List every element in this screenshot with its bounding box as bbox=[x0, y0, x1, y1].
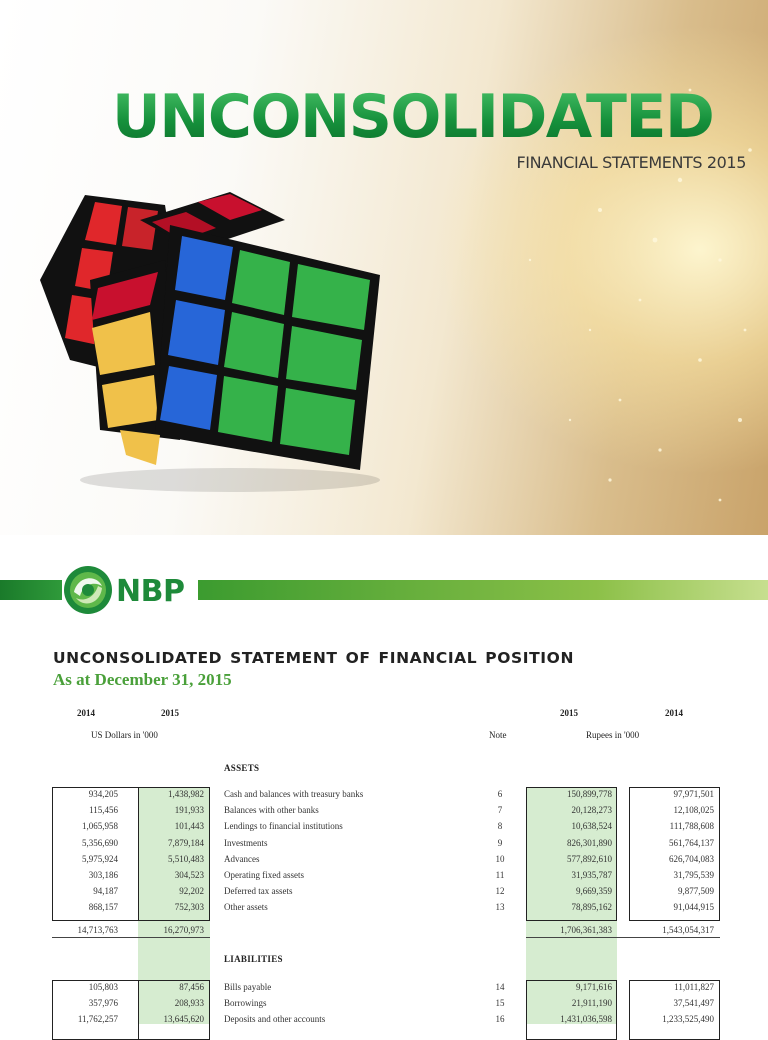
row-note: 13 bbox=[495, 902, 505, 913]
cell-us-2014: 934,205 bbox=[88, 789, 118, 799]
cell-us-2015: 13,645,620 bbox=[163, 1014, 204, 1025]
row-label: Advances bbox=[224, 853, 260, 864]
cell-us-2014: 5,356,690 bbox=[82, 837, 118, 848]
row-note: 12 bbox=[495, 886, 505, 897]
cell-us-2015: 191,933 bbox=[174, 805, 204, 816]
header-us-2014: 2014 bbox=[77, 708, 95, 718]
row-note: 8 bbox=[497, 821, 503, 832]
header-us-unit: US Dollars in '000 bbox=[91, 730, 158, 740]
assets-total-us-2014: 14,713,763 bbox=[77, 925, 118, 935]
row-note: 14 bbox=[495, 982, 505, 992]
brand-stripe-left bbox=[0, 580, 62, 600]
cell-us-2014: 868,157 bbox=[88, 902, 118, 913]
cover-subtitle: FINANCIAL STATEMENTS 2015 bbox=[516, 153, 746, 172]
cell-us-2014: 115,456 bbox=[89, 805, 118, 816]
header-us-2015: 2015 bbox=[161, 708, 179, 718]
cell-rs-2015: 21,911,190 bbox=[571, 998, 612, 1009]
cell-rs-2014: 11,011,827 bbox=[674, 982, 714, 992]
cell-us-2014: 5,975,924 bbox=[82, 853, 118, 864]
cell-us-2014: 1,065,958 bbox=[82, 821, 118, 832]
cover-title: UNCONSOLIDATED bbox=[112, 82, 714, 152]
assets-total-rs-2015: 1,706,361,383 bbox=[560, 925, 612, 935]
assets-total-rs-2014: 1,543,054,317 bbox=[662, 925, 714, 935]
nbp-logo bbox=[62, 562, 198, 618]
row-label: Other assets bbox=[224, 902, 268, 913]
cell-us-2015: 752,303 bbox=[174, 902, 204, 913]
cell-rs-2015: 78,895,162 bbox=[571, 902, 612, 913]
assets-total-us-2015: 16,270,973 bbox=[163, 925, 204, 935]
nbp-emblem-icon bbox=[62, 562, 118, 618]
cell-rs-2014: 9,877,509 bbox=[678, 886, 714, 897]
cell-rs-2014: 37,541,497 bbox=[673, 998, 714, 1009]
cell-rs-2014: 31,795,539 bbox=[673, 870, 714, 880]
row-note: 15 bbox=[495, 998, 505, 1009]
row-note: 11 bbox=[495, 870, 505, 880]
cell-rs-2015: 20,128,273 bbox=[571, 805, 612, 816]
logo-wordmark: NBP bbox=[116, 574, 185, 609]
row-note: 16 bbox=[495, 1014, 505, 1025]
row-label: Deferred tax assets bbox=[224, 886, 293, 897]
header-rs-unit: Rupees in '000 bbox=[586, 730, 640, 740]
cell-rs-2015: 9,171,616 bbox=[576, 982, 612, 992]
liabilities-heading: LIABILITIES bbox=[224, 954, 283, 964]
row-label: Borrowings bbox=[224, 998, 267, 1009]
cell-rs-2014: 561,764,137 bbox=[669, 837, 714, 848]
cell-rs-2014: 97,971,501 bbox=[673, 789, 714, 799]
cell-us-2015: 5,510,483 bbox=[168, 853, 204, 864]
assets-heading: ASSETS bbox=[224, 763, 260, 773]
cell-us-2014: 11,762,257 bbox=[77, 1014, 118, 1025]
cell-us-2015: 208,933 bbox=[174, 998, 204, 1009]
cell-rs-2015: 826,301,890 bbox=[567, 837, 612, 848]
cell-rs-2015: 1,431,036,598 bbox=[560, 1014, 612, 1025]
cell-rs-2015: 31,935,787 bbox=[571, 870, 612, 880]
cell-us-2015: 304,523 bbox=[174, 870, 204, 880]
row-note: 9 bbox=[497, 837, 503, 848]
nbp-brand-band bbox=[0, 558, 768, 628]
cell-us-2015: 101,443 bbox=[174, 821, 204, 832]
assets-total-rule-rs bbox=[526, 937, 720, 938]
header-rs-2014: 2014 bbox=[665, 708, 683, 718]
cell-us-2014: 303,186 bbox=[88, 870, 118, 880]
header-rs-2015: 2015 bbox=[560, 708, 578, 718]
statement-title: UNCONSOLIDATED STATEMENT OF FINANCIAL POSITION bbox=[53, 649, 575, 667]
brand-stripe-right bbox=[195, 580, 768, 600]
row-label: Investments bbox=[224, 837, 268, 848]
cell-us-2014: 357,976 bbox=[88, 998, 118, 1009]
cell-us-2015: 1,438,982 bbox=[168, 789, 204, 799]
cell-rs-2015: 577,892,610 bbox=[567, 853, 612, 864]
header-note: Note bbox=[489, 730, 507, 740]
cell-rs-2015: 150,899,778 bbox=[567, 789, 612, 799]
row-note: 7 bbox=[497, 805, 503, 816]
cell-us-2015: 7,879,184 bbox=[168, 837, 204, 848]
cell-rs-2014: 1,233,525,490 bbox=[662, 1014, 714, 1025]
row-label: Cash and balances with treasury banks bbox=[224, 789, 364, 799]
row-label: Bills payable bbox=[224, 982, 272, 992]
row-label: Balances with other banks bbox=[224, 805, 319, 816]
cell-rs-2014: 91,044,915 bbox=[673, 902, 714, 913]
statement-date: As at December 31, 2015 bbox=[53, 670, 232, 689]
cell-us-2014: 105,803 bbox=[88, 982, 118, 992]
cell-us-2015: 87,456 bbox=[179, 982, 204, 992]
cell-us-2015: 92,202 bbox=[179, 886, 204, 897]
rubiks-cube-illustration bbox=[30, 180, 400, 500]
cell-rs-2014: 12,108,025 bbox=[673, 805, 714, 816]
row-label: Lendings to financial institutions bbox=[224, 821, 343, 832]
row-label: Operating fixed assets bbox=[224, 870, 304, 880]
assets-total-rule-us bbox=[52, 937, 210, 938]
cell-rs-2015: 9,669,359 bbox=[576, 886, 612, 897]
row-note: 10 bbox=[495, 853, 505, 864]
cell-rs-2014: 626,704,083 bbox=[669, 853, 714, 864]
row-label: Deposits and other accounts bbox=[224, 1014, 326, 1025]
cell-rs-2014: 111,788,608 bbox=[669, 821, 714, 832]
cell-us-2014: 94,187 bbox=[93, 886, 118, 897]
row-note: 6 bbox=[497, 789, 503, 799]
cell-rs-2015: 10,638,524 bbox=[571, 821, 612, 832]
